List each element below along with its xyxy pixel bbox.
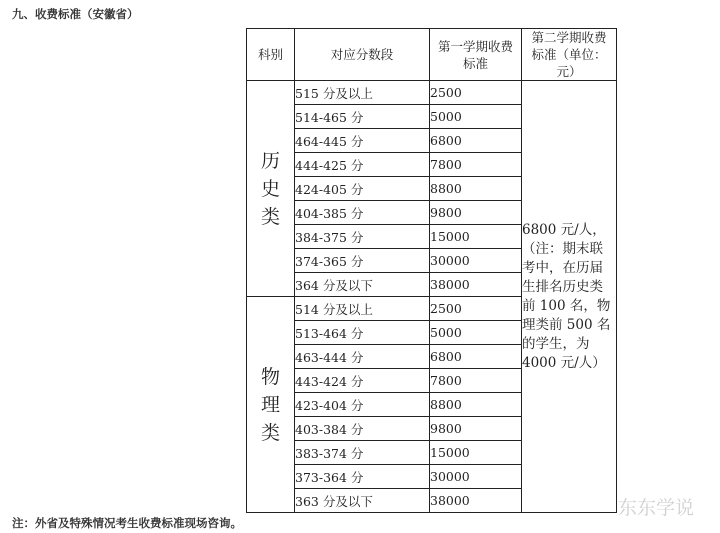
first-term-fee-cell: 38000 [430, 489, 522, 513]
category-label: 历史类 [260, 149, 280, 228]
table-row [247, 81, 617, 105]
score-range-cell: 443-424 分 [295, 369, 430, 393]
first-term-fee-cell: 5000 [430, 321, 522, 345]
category-cell [247, 81, 295, 297]
score-range-cell: 383-374 分 [295, 441, 430, 465]
first-term-fee-cell: 9800 [430, 201, 522, 225]
score-range-cell: 374-365 分 [295, 249, 430, 273]
first-term-fee-cell: 2500 [430, 81, 522, 105]
score-range-cell: 464-445 分 [295, 129, 430, 153]
first-term-fee-cell: 8800 [430, 177, 522, 201]
first-term-fee-cell: 38000 [430, 273, 522, 297]
first-term-fee-cell: 7800 [430, 369, 522, 393]
first-term-fee-cell: 30000 [430, 465, 522, 489]
header-first-fee: 第一学期收费标准 [430, 29, 522, 81]
category-label: 物理类 [260, 365, 280, 444]
second-term-fee-note: 6800 元/人，（注：期末联考中，在历届生排名历史类前 100 名，物理类前 500 名的学生，为 4000 元/人） [522, 81, 617, 513]
score-range-cell: 363 分及以下 [295, 489, 430, 513]
fee-table-body [247, 81, 617, 513]
first-term-fee-cell: 30000 [430, 249, 522, 273]
score-range-cell: 384-375 分 [295, 225, 430, 249]
score-range-cell: 424-405 分 [295, 177, 430, 201]
score-range-cell: 514-465 分 [295, 105, 430, 129]
first-term-fee-cell: 8800 [430, 393, 522, 417]
score-range-cell: 373-364 分 [295, 465, 430, 489]
score-range-cell: 364 分及以下 [295, 273, 430, 297]
first-term-fee-cell: 6800 [430, 345, 522, 369]
score-range-cell: 513-464 分 [295, 321, 430, 345]
score-range-cell: 514 分及以上 [295, 297, 430, 321]
section-heading: 九、收费标准（安徽省） [12, 7, 139, 21]
first-term-fee-cell: 9800 [430, 417, 522, 441]
score-range-cell: 463-444 分 [295, 345, 430, 369]
first-term-fee-cell: 15000 [430, 441, 522, 465]
fee-table [246, 28, 617, 513]
score-range-cell: 403-384 分 [295, 417, 430, 441]
header-score: 对应分数段 [295, 29, 430, 81]
header-category: 科别 [247, 29, 295, 81]
score-range-cell: 404-385 分 [295, 201, 430, 225]
score-range-cell: 423-404 分 [295, 393, 430, 417]
watermark: 东东学说 [618, 497, 695, 519]
category-cell [247, 297, 295, 513]
score-range-cell: 515 分及以上 [295, 81, 430, 105]
first-term-fee-cell: 7800 [430, 153, 522, 177]
footnote: 注：外省及特殊情况考生收费标准现场咨询。 [12, 516, 242, 530]
first-term-fee-cell: 15000 [430, 225, 522, 249]
first-term-fee-cell: 2500 [430, 297, 522, 321]
first-term-fee-cell: 6800 [430, 129, 522, 153]
score-range-cell: 444-425 分 [295, 153, 430, 177]
first-term-fee-cell: 5000 [430, 105, 522, 129]
header-second-fee: 第二学期收费标准（单位：元） [522, 29, 617, 81]
